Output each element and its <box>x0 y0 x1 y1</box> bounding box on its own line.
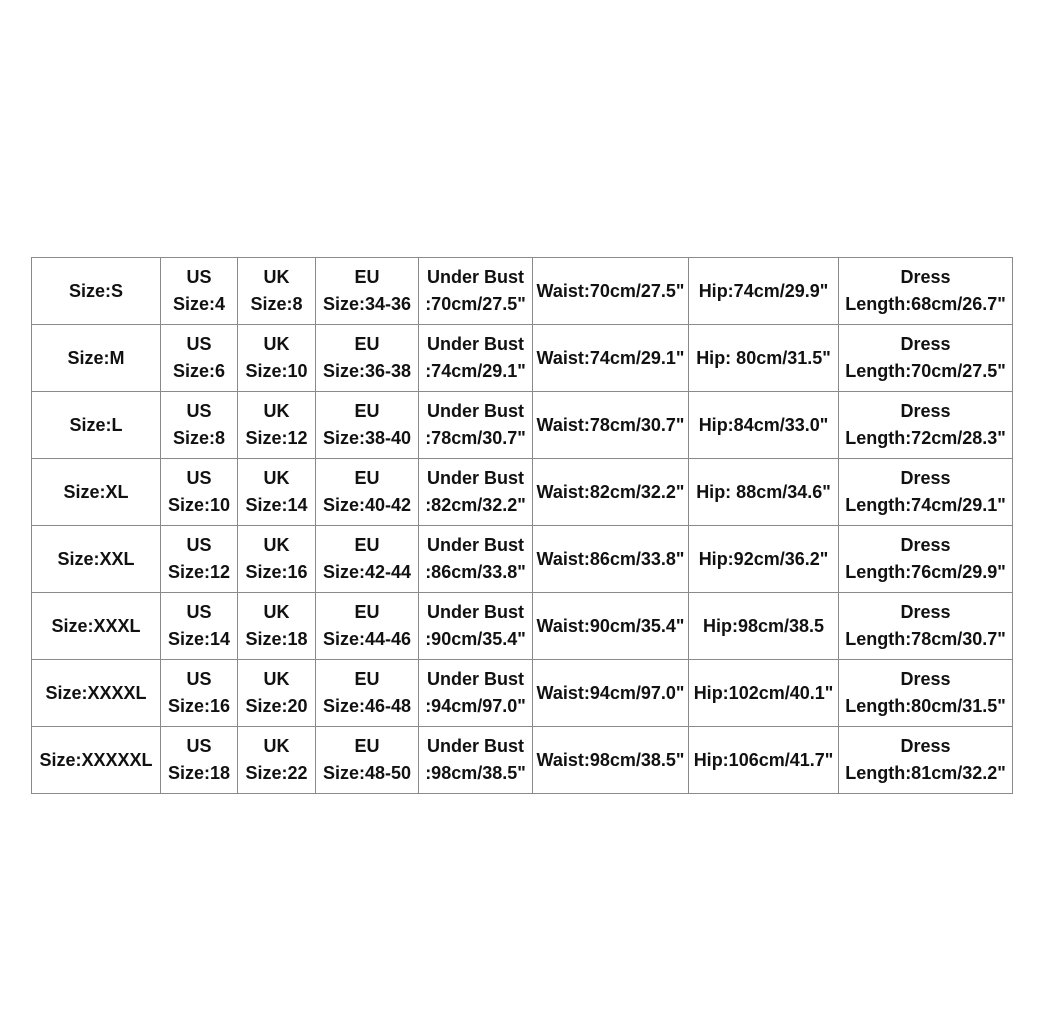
eu-size-cell: EU Size:36-38 <box>316 325 419 392</box>
under-bust-cell: Under Bust :70cm/27.5" <box>419 258 533 325</box>
waist-cell: Waist:78cm/30.7" <box>533 392 689 459</box>
hip-cell: Hip: 80cm/31.5" <box>689 325 839 392</box>
table-row <box>32 258 1013 325</box>
under-bust-cell: Under Bust :94cm/97.0" <box>419 660 533 727</box>
dress-length-cell: Dress Length:68cm/26.7" <box>839 258 1013 325</box>
under-bust-cell: Under Bust :86cm/33.8" <box>419 526 533 593</box>
size-cell: Size:M <box>32 325 161 392</box>
table-row <box>32 526 1013 593</box>
table-row <box>32 660 1013 727</box>
eu-size-cell: EU Size:42-44 <box>316 526 419 593</box>
table-row <box>32 392 1013 459</box>
eu-size-cell: EU Size:40-42 <box>316 459 419 526</box>
us-size-cell: US Size:8 <box>161 392 238 459</box>
dress-length-cell: Dress Length:74cm/29.1" <box>839 459 1013 526</box>
hip-cell: Hip:106cm/41.7" <box>689 727 839 794</box>
size-cell: Size:XL <box>32 459 161 526</box>
us-size-cell: US Size:16 <box>161 660 238 727</box>
hip-cell: Hip:84cm/33.0" <box>689 392 839 459</box>
hip-cell: Hip:98cm/38.5 <box>689 593 839 660</box>
under-bust-cell: Under Bust :78cm/30.7" <box>419 392 533 459</box>
uk-size-cell: UK Size:22 <box>238 727 316 794</box>
us-size-cell: US Size:6 <box>161 325 238 392</box>
dress-length-cell: Dress Length:70cm/27.5" <box>839 325 1013 392</box>
table-row <box>32 325 1013 392</box>
waist-cell: Waist:82cm/32.2" <box>533 459 689 526</box>
waist-cell: Waist:98cm/38.5" <box>533 727 689 794</box>
uk-size-cell: UK Size:12 <box>238 392 316 459</box>
waist-cell: Waist:94cm/97.0" <box>533 660 689 727</box>
uk-size-cell: UK Size:8 <box>238 258 316 325</box>
dress-length-cell: Dress Length:72cm/28.3" <box>839 392 1013 459</box>
table-row <box>32 459 1013 526</box>
eu-size-cell: EU Size:48-50 <box>316 727 419 794</box>
waist-cell: Waist:90cm/35.4" <box>533 593 689 660</box>
size-cell: Size:XXL <box>32 526 161 593</box>
table-row <box>32 593 1013 660</box>
dress-length-cell: Dress Length:76cm/29.9" <box>839 526 1013 593</box>
waist-cell: Waist:74cm/29.1" <box>533 325 689 392</box>
us-size-cell: US Size:10 <box>161 459 238 526</box>
waist-cell: Waist:86cm/33.8" <box>533 526 689 593</box>
eu-size-cell: EU Size:44-46 <box>316 593 419 660</box>
size-cell: Size:XXXXL <box>32 660 161 727</box>
size-chart-body <box>32 258 1013 794</box>
size-cell: Size:S <box>32 258 161 325</box>
dress-length-cell: Dress Length:78cm/30.7" <box>839 593 1013 660</box>
dress-length-cell: Dress Length:80cm/31.5" <box>839 660 1013 727</box>
us-size-cell: US Size:14 <box>161 593 238 660</box>
hip-cell: Hip:92cm/36.2" <box>689 526 839 593</box>
size-cell: Size:XXXL <box>32 593 161 660</box>
uk-size-cell: UK Size:10 <box>238 325 316 392</box>
us-size-cell: US Size:12 <box>161 526 238 593</box>
size-chart-table <box>31 257 1013 794</box>
uk-size-cell: UK Size:16 <box>238 526 316 593</box>
waist-cell: Waist:70cm/27.5" <box>533 258 689 325</box>
hip-cell: Hip:102cm/40.1" <box>689 660 839 727</box>
uk-size-cell: UK Size:18 <box>238 593 316 660</box>
size-cell: Size:L <box>32 392 161 459</box>
uk-size-cell: UK Size:14 <box>238 459 316 526</box>
under-bust-cell: Under Bust :98cm/38.5" <box>419 727 533 794</box>
eu-size-cell: EU Size:46-48 <box>316 660 419 727</box>
size-cell: Size:XXXXXL <box>32 727 161 794</box>
under-bust-cell: Under Bust :90cm/35.4" <box>419 593 533 660</box>
eu-size-cell: EU Size:34-36 <box>316 258 419 325</box>
us-size-cell: US Size:4 <box>161 258 238 325</box>
uk-size-cell: UK Size:20 <box>238 660 316 727</box>
under-bust-cell: Under Bust :82cm/32.2" <box>419 459 533 526</box>
hip-cell: Hip: 88cm/34.6" <box>689 459 839 526</box>
us-size-cell: US Size:18 <box>161 727 238 794</box>
table-row <box>32 727 1013 794</box>
eu-size-cell: EU Size:38-40 <box>316 392 419 459</box>
under-bust-cell: Under Bust :74cm/29.1" <box>419 325 533 392</box>
dress-length-cell: Dress Length:81cm/32.2" <box>839 727 1013 794</box>
hip-cell: Hip:74cm/29.9" <box>689 258 839 325</box>
